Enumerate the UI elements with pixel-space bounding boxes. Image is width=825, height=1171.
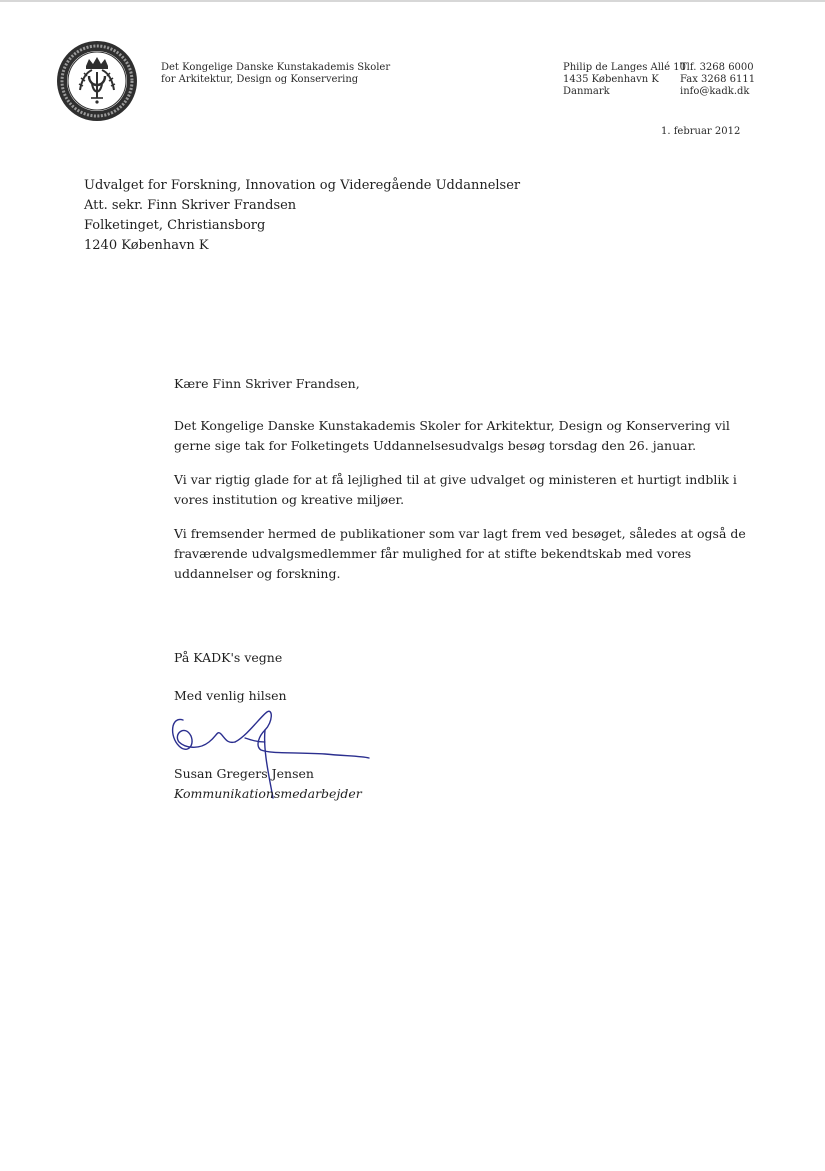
- address-country: Danmark: [563, 86, 610, 97]
- contact-fax: Fax 3268 6111: [680, 74, 756, 85]
- postal-address: [563, 62, 686, 98]
- salutation: Kære Finn Skriver Frandsen,: [174, 376, 360, 391]
- org-name: [161, 62, 390, 86]
- address-postal: 1435 København K: [563, 74, 659, 85]
- letter-body: [174, 374, 764, 598]
- recipient-line-4: 1240 København K: [84, 238, 209, 253]
- org-name-line-1: Det Kongelige Danske Kunstakademis Skoler: [161, 62, 391, 73]
- letter-date: 1. februar 2012: [661, 126, 741, 137]
- seal-logo: [56, 40, 138, 122]
- recipient-address: [84, 176, 520, 256]
- recipient-line-2: Att. sekr. Finn Skriver Frandsen: [84, 198, 297, 213]
- org-name-line-2: for Arkitektur, Design og Konservering: [161, 74, 359, 85]
- recipient-line-1: Udvalget for Forskning, Innovation og Videregående Uddannelser: [84, 178, 521, 193]
- contact-details: [680, 62, 755, 98]
- closing-regards: Med venlig hilsen: [174, 688, 287, 703]
- signer-name: Susan Gregers Jensen: [174, 766, 314, 781]
- body-paragraph-3: Vi fremsender hermed de publikationer som var lagt frem ved besøget, således at også de fraværende udvalgsmedlemmer får mulighed for at stifte bekendtskab med vores uddannelser og forskning.: [174, 526, 746, 581]
- address-street: Philip de Langes Allé 10: [563, 62, 686, 73]
- closing-on-behalf: På KADK's vegne: [174, 650, 283, 665]
- signer-block: [174, 764, 362, 804]
- recipient-line-3: Folketinget, Christiansborg: [84, 218, 266, 233]
- signer-title: Kommunikationsmedarbejder: [174, 786, 362, 801]
- contact-phone: Tlf. 3268 6000: [680, 62, 754, 73]
- page-top-edge: [0, 0, 825, 2]
- closing-block: [174, 648, 287, 706]
- contact-email: info@kadk.dk: [680, 86, 750, 97]
- body-paragraph-2: Vi var rigtig glade for at få lejlighed til at give udvalget og ministeren et hurtigt indblik i vores institution og kreative miljøer.: [174, 472, 737, 507]
- body-paragraph-1: Det Kongelige Danske Kunstakademis Skoler for Arkitektur, Design og Konservering vil gerne sige tak for Folketingets Uddannelsesudvalgs besøg torsdag den 26. januar.: [174, 418, 730, 453]
